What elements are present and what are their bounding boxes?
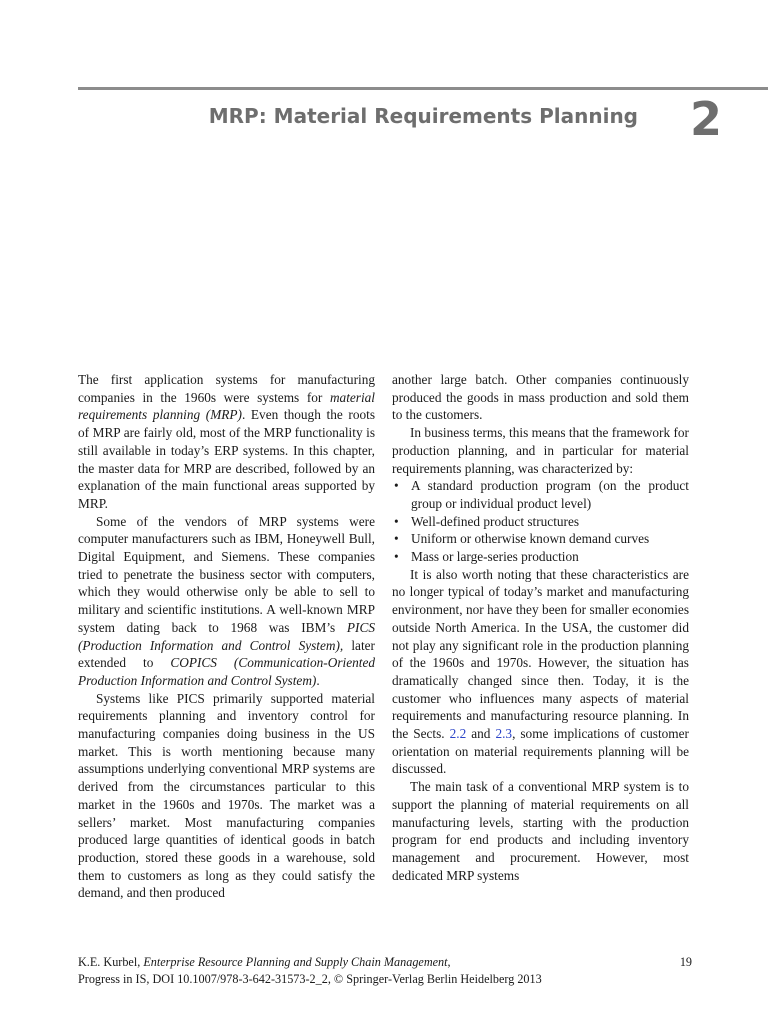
citation-line-2: Progress in IS, DOI 10.1007/978-3-642-31573-2_2, © Springer-Verlag Berlin Heidelberg 2013 [78, 971, 542, 986]
list-item: • Mass or large-series production [394, 549, 579, 565]
footer [78, 954, 692, 987]
section-link-2-2[interactable]: 2.2 [449, 726, 467, 742]
paragraph-4: another large batch. Other companies continuously produced the goods in mass production and sold them to the customers. [392, 372, 689, 423]
header-rule [78, 87, 768, 90]
emphasis-pics: PICS (Production Information and Control System), [78, 619, 375, 653]
characteristics-list [392, 477, 689, 566]
book-title: Enterprise Resource Planning and Supply Chain Management [143, 955, 448, 969]
emphasis-copics: COPICS (Communication-Oriented Production Information and Control System) [78, 655, 375, 688]
left-column [78, 371, 375, 902]
page-number: 19 [679, 955, 692, 969]
bullet-icon: • [394, 478, 399, 494]
right-column [392, 371, 689, 884]
paragraph-3: Systems like PICS primarily supported material requirements planning and inventory control for manufacturing companies doing business in the US market. This is worth mentioning because many assumptions underlying conventional MRP systems are derived from the circumstances particular to this market in the 1960s and 1970s. The market was a sellers’ market. Most manufacturing companies produced large quantities of identical goods in batch production, stored these goods in a warehouse, sold them to customers as long as they could satisfy the demand, and then produced [78, 690, 375, 901]
paragraph-6: It is also worth noting that these characteristics are no longer typical of today’s market and manufacturing environment, nor have they been for smaller economies outside North America. In the USA, the customer did not play any significant role in the production planning of the 1960s and 1970s. However, the situation has dramatically changed since then. Today, it is the customer who influences many aspects of material requirements and manufacturing resource planning. In the Sects. 2.2 and 2.3, some implications of customer orientation on material requirements planning will be discussed. [392, 566, 689, 777]
emphasis-mrp: material requirements planning (MRP) [78, 389, 375, 423]
paragraph-1: The first application systems for manufacturing companies in the 1960s were systems for material requirements planning (MRP). Even though the roots of MRP are fairly old, most of the MRP functionality is still available in today’s ERP systems. In this chapter, the master data for MRP are described, followed by an explanation of the main functional areas supported by MRP. [78, 372, 375, 511]
paragraph-2: Some of the vendors of MRP systems were computer manufacturers such as IBM, Honeywell Bull, Digital Equipment, and Siemens. These companies tried to penetrate the business sector with computers, which they would otherwise only be able to sell to military and scientific institutions. A well-known MRP system dating back to 1968 was IBM’s PICS (Production Information and Control System), later extended to COPICS (Communication-Oriented Production Information and Control System). [78, 513, 375, 688]
paragraph-5: In business terms, this means that the framework for production planning, and in particular for material requirements planning, was characterized by: [392, 425, 689, 476]
list-item: • A standard production program (on the product group or individual product level) [394, 478, 689, 511]
citation-line-1: K.E. Kurbel, Enterprise Resource Planning and Supply Chain Management, [78, 955, 451, 969]
bullet-icon: • [394, 531, 399, 547]
section-link-2-3[interactable]: 2.3 [495, 726, 513, 742]
list-item: • Uniform or otherwise known demand curves [394, 531, 650, 547]
bullet-icon: • [394, 513, 399, 529]
bullet-icon: • [394, 549, 399, 565]
chapter-number: 2 [689, 92, 722, 146]
chapter-title: MRP: Material Requirements Planning [208, 104, 638, 128]
list-item: • Well-defined product structures [394, 513, 580, 529]
paragraph-7: The main task of a conventional MRP system is to support the planning of material requirements on all manufacturing levels, starting with the production program for end products and including inventory management and procurement. However, most dedicated MRP systems [392, 779, 689, 883]
